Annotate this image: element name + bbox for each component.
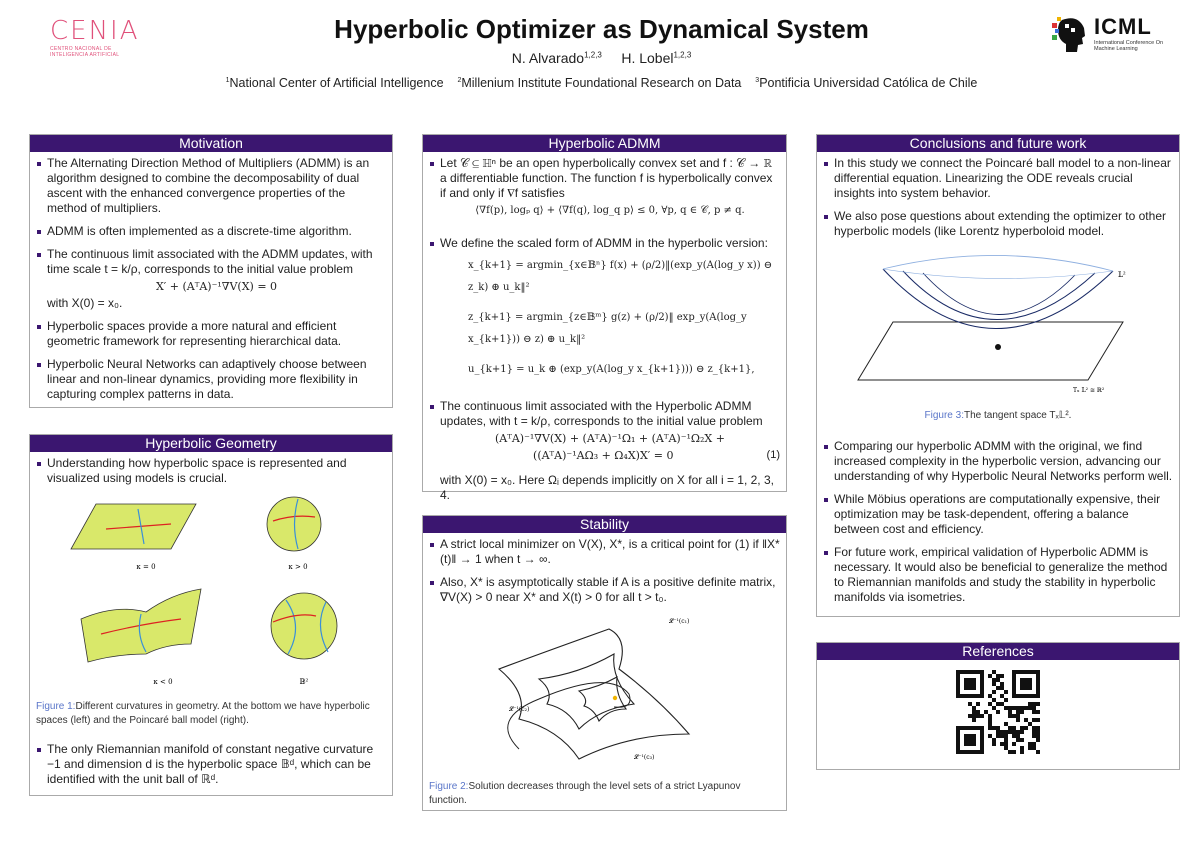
equation-number: (1) <box>766 449 780 461</box>
hyperboloid-rim <box>883 255 1113 271</box>
lyapunov-figure <box>429 609 779 774</box>
geometry-panel <box>29 434 393 796</box>
conclusions-bullet-1: In this study we connect the Poincaré ball model to a non-linear differential equation. Linearizing the ODE reveals crucial insights into system behavior. <box>823 156 1173 201</box>
geometry-bullet-2: The only Riemannian manifold of constant negative curvature −1 and dimension d is the hyperbolic space 𝔹ᵈ, which can be identified with the unit ball of ℝᵈ. <box>36 742 386 787</box>
figure-2-label: Figure 2: <box>429 781 469 792</box>
motivation-bullet-3-after: with X(0) = x₀. <box>47 296 123 310</box>
conclusions-panel <box>816 134 1180 617</box>
figure-3-caption <box>823 409 1173 423</box>
label-l2: 𝕃² <box>1118 271 1126 279</box>
conclusions-heading: Conclusions and future work <box>817 135 1179 152</box>
figure-1-label: Figure 1: <box>36 701 76 712</box>
author-1: N. Alvarado <box>511 50 585 66</box>
cenia-logo-subtitle: CENTRO NACIONAL DE INTELIGENCIA ARTIFICIAL <box>50 46 120 58</box>
label-level-c1: 𝓛⁻¹(c₁) <box>669 618 690 625</box>
conclusions-bullet-3: Comparing our hyperbolic ADMM with the original, we find increased complexity in the hyperbolic version, advancing our understanding of why Hyperbolic Neural Networks perform well. <box>823 439 1173 484</box>
affiliations: $^1$National Center of Artificial Intelligence $^2$Millenium Institute Foundational Research on Data $^3$Pontificia Universidad Católica de Chile <box>225 76 978 90</box>
admm-bullet-3 <box>429 399 780 503</box>
admm-limit-equation-2-text: ((AᵀA)⁻¹AΩ₃ + Ω₄X)X′ = 0 <box>533 449 674 462</box>
level-set-outer <box>499 629 689 759</box>
icml-logo <box>1052 12 1167 58</box>
conclusions-bullet-4: While Möbius operations are computationally expensive, their optimization may be task-dependent, offering a balance between cost and efficiency. <box>823 492 1173 537</box>
admm-x-update: x_{k+1} = argmin_{x∈𝔹ⁿ} f(x) + (ρ/2)‖(exp_y(A(log_y x)) ⊖ z_k) ⊕ u_k‖² <box>468 260 773 293</box>
admm-u-update: u_{k+1} = u_k ⊕ (exp_y(A(log_y x_{k+1}))) ⊖ z_{k+1}, <box>468 364 755 375</box>
hyperboloid-inner <box>923 273 1075 315</box>
admm-heading: Hyperbolic ADMM <box>423 135 786 152</box>
admm-bullet-2-text: We define the scaled form of ADMM in the hyperbolic version: <box>440 236 768 250</box>
admm-bullet-3-after: with X(0) = x₀. Here Ωᵢ depends implicitly on X for all i = 1, 2, 3, 4. <box>440 473 774 502</box>
figure-2-caption-text: Solution decreases through the level sets of a strict Lyapunov function. <box>429 781 741 806</box>
motivation-bullet-5: Hyperbolic Neural Networks can adaptively choose between linear and non-linear dynamics, providing more flexibility in capturing complex patterns in data. <box>36 357 386 402</box>
qr-code-icon[interactable] <box>956 670 1040 754</box>
admm-z-update: z_{k+1} = argmin_{z∈𝔹ᵐ} g(z) + (ρ/2)‖ exp_y(A(log_y x_{k+1})) ⊖ z) ⊕ u_k‖² <box>468 312 747 345</box>
label-tangent: Tₓ 𝕃² ≅ ℝ² <box>1073 387 1105 394</box>
motivation-panel <box>29 134 393 408</box>
motivation-bullet-1: The Alternating Direction Method of Multipliers (ADMM) is an algorithm designed to combine the decomposability of dual ascent with the enhanced convergence properties of the method of multipliers. <box>36 156 386 216</box>
label-flat: κ = 0 <box>136 563 156 571</box>
geometry-bullet-1: Understanding how hyperbolic space is represented and visualized using models is crucial. <box>36 456 386 486</box>
icml-logo-subtitle: International Conference On Machine Learning <box>1094 40 1164 52</box>
label-sphere: κ > 0 <box>288 563 308 571</box>
figure-2-caption <box>429 780 780 808</box>
author-2-sup: 1,2,3 <box>673 50 692 60</box>
icml-head-icon <box>1052 14 1088 54</box>
equilibrium-point <box>613 696 617 700</box>
convexity-equation: ⟨∇f(p), logₚ q⟩ + ⟨∇f(q), log_q p⟩ ≤ 0, ∀p, q ∈ 𝒞, p ≠ q. <box>475 205 745 216</box>
figure-1-caption-text: Different curvatures in geometry. At the bottom we have hyperbolic spaces (left) and the Poincaré ball model (right). <box>36 701 370 726</box>
figure-3-label: Figure 3: <box>924 410 964 421</box>
motivation-bullet-4: Hyperbolic spaces provide a more natural and efficient geometric framework for representing hierarchical data. <box>36 319 386 349</box>
motivation-heading: Motivation <box>30 135 392 152</box>
label-ball: 𝔹² <box>299 678 309 686</box>
affil-3: Pontificia Universidad Católica de Chile <box>759 76 978 90</box>
references-heading: References <box>817 643 1179 660</box>
curvature-figure <box>36 494 386 694</box>
stability-heading: Stability <box>423 516 786 533</box>
author-1-sup: 1,2,3 <box>584 50 602 60</box>
tangent-plane-shape <box>858 322 1123 380</box>
admm-limit-equation-2 <box>440 448 780 463</box>
affil-2: Millenium Institute Foundational Research on Data <box>461 76 742 90</box>
label-hyperbolic: κ < 0 <box>153 678 173 686</box>
figure-1-caption <box>36 700 386 728</box>
stability-bullet-1: A strict local minimizer on V(X), X*, is a critical point for (1) if ‖X*(t)‖ → 1 when t → ∞. <box>429 537 780 567</box>
admm-panel <box>422 134 787 502</box>
affil-1: National Center of Artificial Intelligence <box>229 76 444 90</box>
motivation-bullet-3-text: The continuous limit associated with the ADMM updates, with time scale t = k/ρ, corresponds to the initial value problem <box>47 247 373 276</box>
motivation-ivp-equation: X′ + (AᵀA)⁻¹∇V(X) = 0 <box>155 280 278 293</box>
references-panel <box>816 642 1180 770</box>
stability-bullet-2: Also, X* is asymptotically stable if A is a positive definite matrix, ∇V(X) > 0 near X* and X(t) > 0 for all t > t₀. <box>429 575 780 605</box>
motivation-bullet-3 <box>36 247 386 311</box>
figure-3-caption-text: The tangent space Tₓ𝕃². <box>963 410 1072 421</box>
label-level-c2: 𝓛⁻¹(c₂) <box>509 706 530 713</box>
author-2: H. Lobel <box>621 50 674 66</box>
label-level-c3: 𝓛⁻¹(c₃) <box>634 754 655 761</box>
cenia-logo-text: CENIA <box>50 16 140 46</box>
icml-logo-text: ICML <box>1094 14 1152 39</box>
tangent-point <box>995 344 1001 350</box>
admm-bullet-2 <box>429 236 780 381</box>
geometry-heading: Hyperbolic Geometry <box>30 435 392 452</box>
admm-limit-equation-1: (AᵀA)⁻¹∇V(X) + (AᵀA)⁻¹Ω₁ + (AᵀA)⁻¹Ω₂X + <box>495 432 725 445</box>
motivation-bullet-2: ADMM is often implemented as a discrete-time algorithm. <box>36 224 386 239</box>
admm-bullet-3-text: The continuous limit associated with the Hyperbolic ADMM updates, with t = k/ρ, corresponds to the initial value problem <box>440 399 763 428</box>
admm-bullet-1 <box>429 156 780 218</box>
conclusions-bullet-5: For future work, empirical validation of Hyperbolic ADMM is necessary. It would also be beneficial to generalize the method to Riemannian manifolds and study the stability in hyperbolic manifolds via isometries. <box>823 545 1173 605</box>
authors <box>0 50 1203 66</box>
conclusions-bullet-2: We also pose questions about extending the optimizer to other hyperbolic models (like Lorentz hyperboloid model. <box>823 209 1173 239</box>
tangent-space-figure <box>823 247 1173 407</box>
poster-title: Hyperbolic Optimizer as Dynamical System <box>334 14 869 44</box>
stability-panel <box>422 515 787 811</box>
admm-bullet-1-text: Let 𝒞 ⊆ ℍⁿ be an open hyperbolically convex set and f : 𝒞 → ℝ a differentiable function. The function f is hyperbolically convex if and only if ∇f satisfies <box>440 156 773 200</box>
